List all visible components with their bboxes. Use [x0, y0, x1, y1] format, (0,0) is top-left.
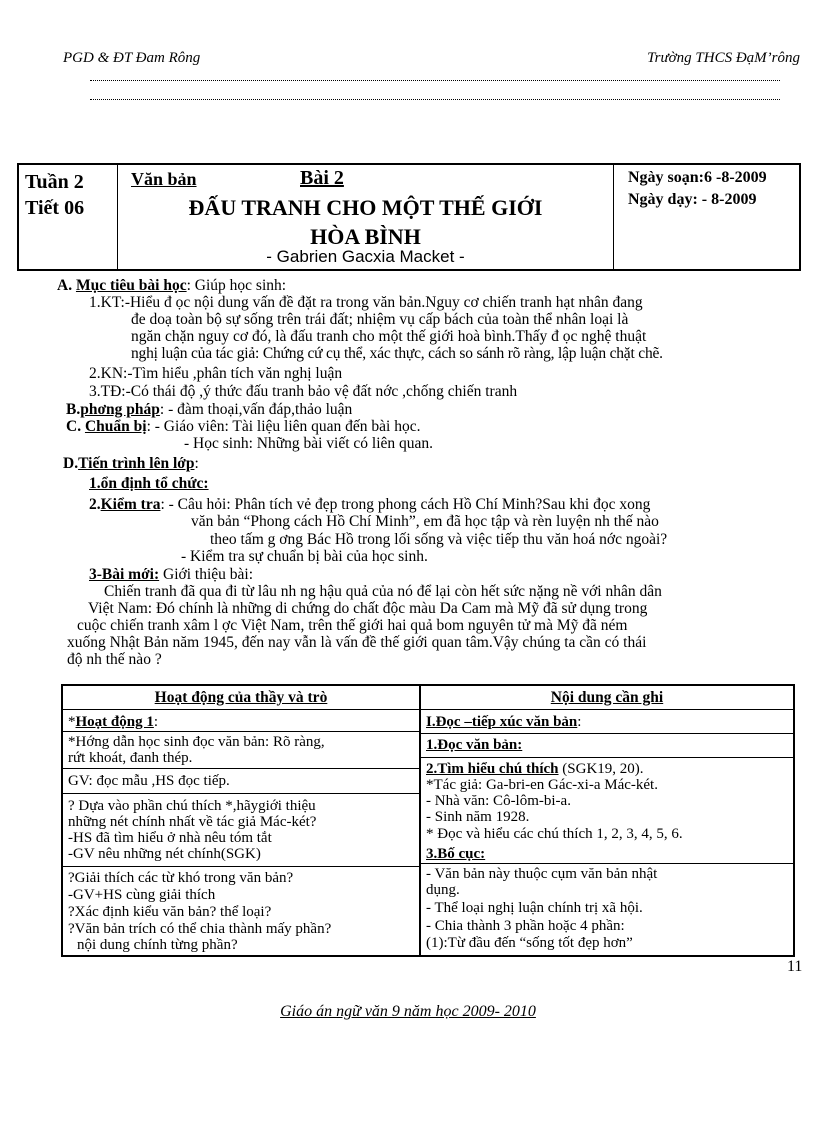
- section-a-label: A.: [57, 277, 76, 294]
- lesson-info-table: [17, 163, 801, 271]
- dotted-divider: [90, 99, 780, 100]
- activity-line: -GV nêu những nét chính(SGK): [68, 846, 261, 862]
- header-left: PGD & ĐT Đam Rông: [63, 50, 201, 66]
- activity-line: nội dung chính từng phần?: [77, 937, 238, 953]
- prepared-date: Ngày soạn:6 -8-2009: [628, 169, 767, 186]
- content-line: (1):Từ đầu đến “sống tốt đẹp hơn”: [426, 935, 633, 951]
- content-line: - Thể loại nghị luận chính trị xã hội.: [426, 900, 643, 916]
- content-rest: (SGK19, 20).: [558, 761, 644, 777]
- step-2-title: Kiểm tra: [100, 496, 161, 513]
- section-c-label: C.: [66, 418, 85, 435]
- content-heading: [426, 714, 789, 730]
- objective-skills: 2.KN:-Tìm hiểu ,phân tích văn nghị luận: [89, 365, 343, 382]
- objective-knowledge: 1.KT:-Hiểu đ ọc nội dung vấn đề đặt ra trong văn bản.Nguy cơ chiến tranh hạt nhân đang: [89, 294, 643, 311]
- activity-colon: :: [153, 714, 159, 730]
- row-divider: [421, 733, 793, 734]
- row-divider: [63, 793, 419, 794]
- teacher-student-column: [63, 686, 421, 955]
- intro-paragraph: độ nh thế nào ?: [67, 651, 162, 668]
- row-divider: [421, 757, 793, 758]
- content-line: - Chia thành 3 phần hoặc 4 phần:: [426, 918, 625, 934]
- lesson-title-line: HÒA BÌNH: [310, 224, 421, 249]
- objective-attitude: 3.TĐ:-Có thái độ ,ý thức đấu tranh bảo vệ đất nớc ,chống chiến tranh: [89, 383, 518, 400]
- activity-line: ?Văn bản trích có thể chia thành mấy phần?: [68, 921, 332, 937]
- teaching-date: Ngày dạy: - 8-2009: [628, 191, 757, 208]
- intro-paragraph: Chiến tranh đã qua đi từ lâu nh ng hậu quả của nó để lại còn hết sức nặng nề với nhân dân: [104, 583, 662, 600]
- activity-line: rứt khoát, đanh thép.: [68, 750, 193, 766]
- lesson-author: - Gabrien Gacxia Macket -: [266, 247, 465, 267]
- dates-cell: [614, 165, 799, 269]
- page-number: 11: [787, 958, 803, 975]
- section-b-label: B.: [66, 401, 81, 418]
- section-a-rest: : Giúp học sinh:: [186, 277, 287, 294]
- activity-title: Hoạt động 1: [75, 714, 154, 730]
- row-divider: [63, 731, 419, 732]
- dotted-divider: [90, 80, 780, 81]
- text-type-label: Văn bản: [131, 169, 197, 189]
- step-2-check: - Kiểm tra sự chuẩn bị bài của học sinh.: [181, 548, 428, 565]
- step-2-question: : - Câu hỏi: Phân tích vẻ đẹp trong phong cách Hồ Chí Minh?Sau khi đọc xong: [160, 496, 651, 513]
- activities-table: [61, 684, 795, 957]
- step-1-title: 1.ổn định tổ chức:: [89, 475, 209, 492]
- activity-line: *Hớng dẫn học sinh đọc văn bản: Rõ ràng,: [68, 734, 325, 750]
- content-line: - Văn bản này thuộc cụm văn bản nhật: [426, 866, 658, 882]
- content-column: [421, 686, 793, 955]
- content-heading: [426, 761, 789, 777]
- content-title: 3.Bố cục:: [426, 846, 486, 862]
- section-a-heading: [57, 278, 286, 294]
- intro-paragraph: xuống Nhật Bản năm 1945, đến nay vẫn là vấn đề thế giới quan tâm.Vậy chúng ta cần có thái: [67, 634, 647, 651]
- step-3-title: 3-Bài mới:: [89, 566, 160, 583]
- activity-line: -HS đã tìm hiểu ở nhà nêu tóm tắt: [68, 830, 272, 846]
- content-heading: [426, 846, 789, 862]
- activity-line: ? Dựa vào phần chú thích *,hãygiới thiệu: [68, 798, 316, 814]
- week-period-cell: [19, 165, 118, 269]
- step-2: [89, 497, 650, 513]
- row-divider: [421, 863, 793, 864]
- activity-star: *: [68, 714, 76, 730]
- objective-knowledge: ngăn chặn nguy cơ đó, là đấu tranh cho một thế giới hoà bình.Thấy đ ọc nghệ thuật: [131, 328, 647, 345]
- section-d-heading: [63, 456, 199, 472]
- row-divider: [63, 866, 419, 867]
- content-line: * Đọc và hiểu các chú thích 1, 2, 3, 4, 5, 6.: [426, 826, 683, 842]
- activity-line: ?Giải thích các từ khó trong văn bản?: [68, 870, 294, 886]
- step-1: [89, 476, 209, 492]
- content-line: - Sinh năm 1928.: [426, 809, 530, 825]
- step-2-label: 2.: [89, 496, 101, 513]
- content-colon: :: [577, 714, 582, 730]
- column-header: Nội dung cần ghi: [421, 686, 793, 710]
- section-c-title: Chuẩn bị: [84, 418, 147, 435]
- content-line: - Nhà văn: Cô-lôm-bi-a.: [426, 793, 571, 809]
- lesson-title-line: ĐẤU TRANH CHO MỘT THẾ GIỚI: [188, 195, 543, 220]
- content-title: I.Đọc –tiếp xúc văn bản: [426, 714, 578, 730]
- section-d-title: Tiến trình lên lớp: [78, 455, 195, 472]
- step-3-rest: Giới thiệu bài:: [159, 566, 254, 583]
- header-right: Trường THCS ĐạM’rông: [647, 50, 800, 66]
- step-2-question: theo tấm g ơng Bác Hồ trong lối sống và việc tiếp thu văn hoá nớc ngoài?: [210, 531, 668, 548]
- column-header: Hoạt động của thầy và trò: [63, 686, 419, 710]
- content-line: *Tác giả: Ga-bri-en Gác-xi-a Mác-két.: [426, 777, 658, 793]
- activity-line: -GV+HS cùng giải thích: [68, 887, 216, 903]
- page-footer: Giáo án ngữ văn 9 năm học 2009- 2010: [280, 1003, 536, 1020]
- row-divider: [63, 768, 419, 769]
- section-c-teacher: : - Giáo viên: Tài liệu liên quan đến bài học.: [146, 418, 421, 435]
- content-heading: [426, 737, 789, 753]
- section-a-title: Mục tiêu bài học: [75, 277, 187, 294]
- step-3: [89, 567, 253, 583]
- lesson-number: Bài 2: [300, 167, 344, 189]
- section-d-colon: :: [194, 455, 199, 472]
- section-c-students: - Học sinh: Những bài viết có liên quan.: [184, 435, 434, 452]
- content-line: dụng.: [426, 882, 460, 898]
- objective-knowledge: đe doạ toàn bộ sự sống trên trái đất; nhiệm vụ cấp bách của toàn thể nhân loại là: [131, 311, 629, 328]
- lesson-title: [118, 193, 613, 251]
- intro-paragraph: cuộc chiến tranh xâm l ợc Việt Nam, trên thế giới hai quả bom nguyên tử mà Mỹ đã ném: [77, 617, 628, 634]
- content-title: 1.Đọc văn bản:: [426, 737, 523, 753]
- activity-line: những nét chính nhất về tác giả Mác-két?: [68, 814, 317, 830]
- activity-1-heading: [68, 714, 415, 730]
- activity-line: ?Xác định kiểu văn bản? thể loại?: [68, 904, 272, 920]
- content-title: 2.Tìm hiểu chú thích: [426, 761, 559, 777]
- section-b-title: phơng pháp: [80, 401, 160, 418]
- activity-line: GV: đọc mẫu ,HS đọc tiếp.: [68, 773, 230, 789]
- section-c-heading: [66, 419, 420, 435]
- intro-paragraph: Việt Nam: Đó chính là những di chứng do chất độc màu Da Cam mà Mỹ đã sử dụng trong: [88, 600, 648, 617]
- section-b-heading: [66, 402, 352, 418]
- section-b-rest: : - đàm thoại,vấn đáp,thảo luận: [159, 401, 353, 418]
- week-label: Tuần 2: [25, 171, 84, 193]
- period-label: Tiết 06: [25, 197, 85, 219]
- objective-knowledge: nghị luận của tác giả: Chứng cứ cụ thể, xác thực, cách so sánh rõ ràng, lập luận chặt chẽ.: [131, 345, 663, 362]
- section-d-label: D.: [63, 455, 79, 472]
- lesson-title-cell: [118, 165, 614, 269]
- step-2-question: văn bản “Phong cách Hồ Chí Minh”, em đã học tập và rèn luyện nh thế nào: [191, 513, 659, 530]
